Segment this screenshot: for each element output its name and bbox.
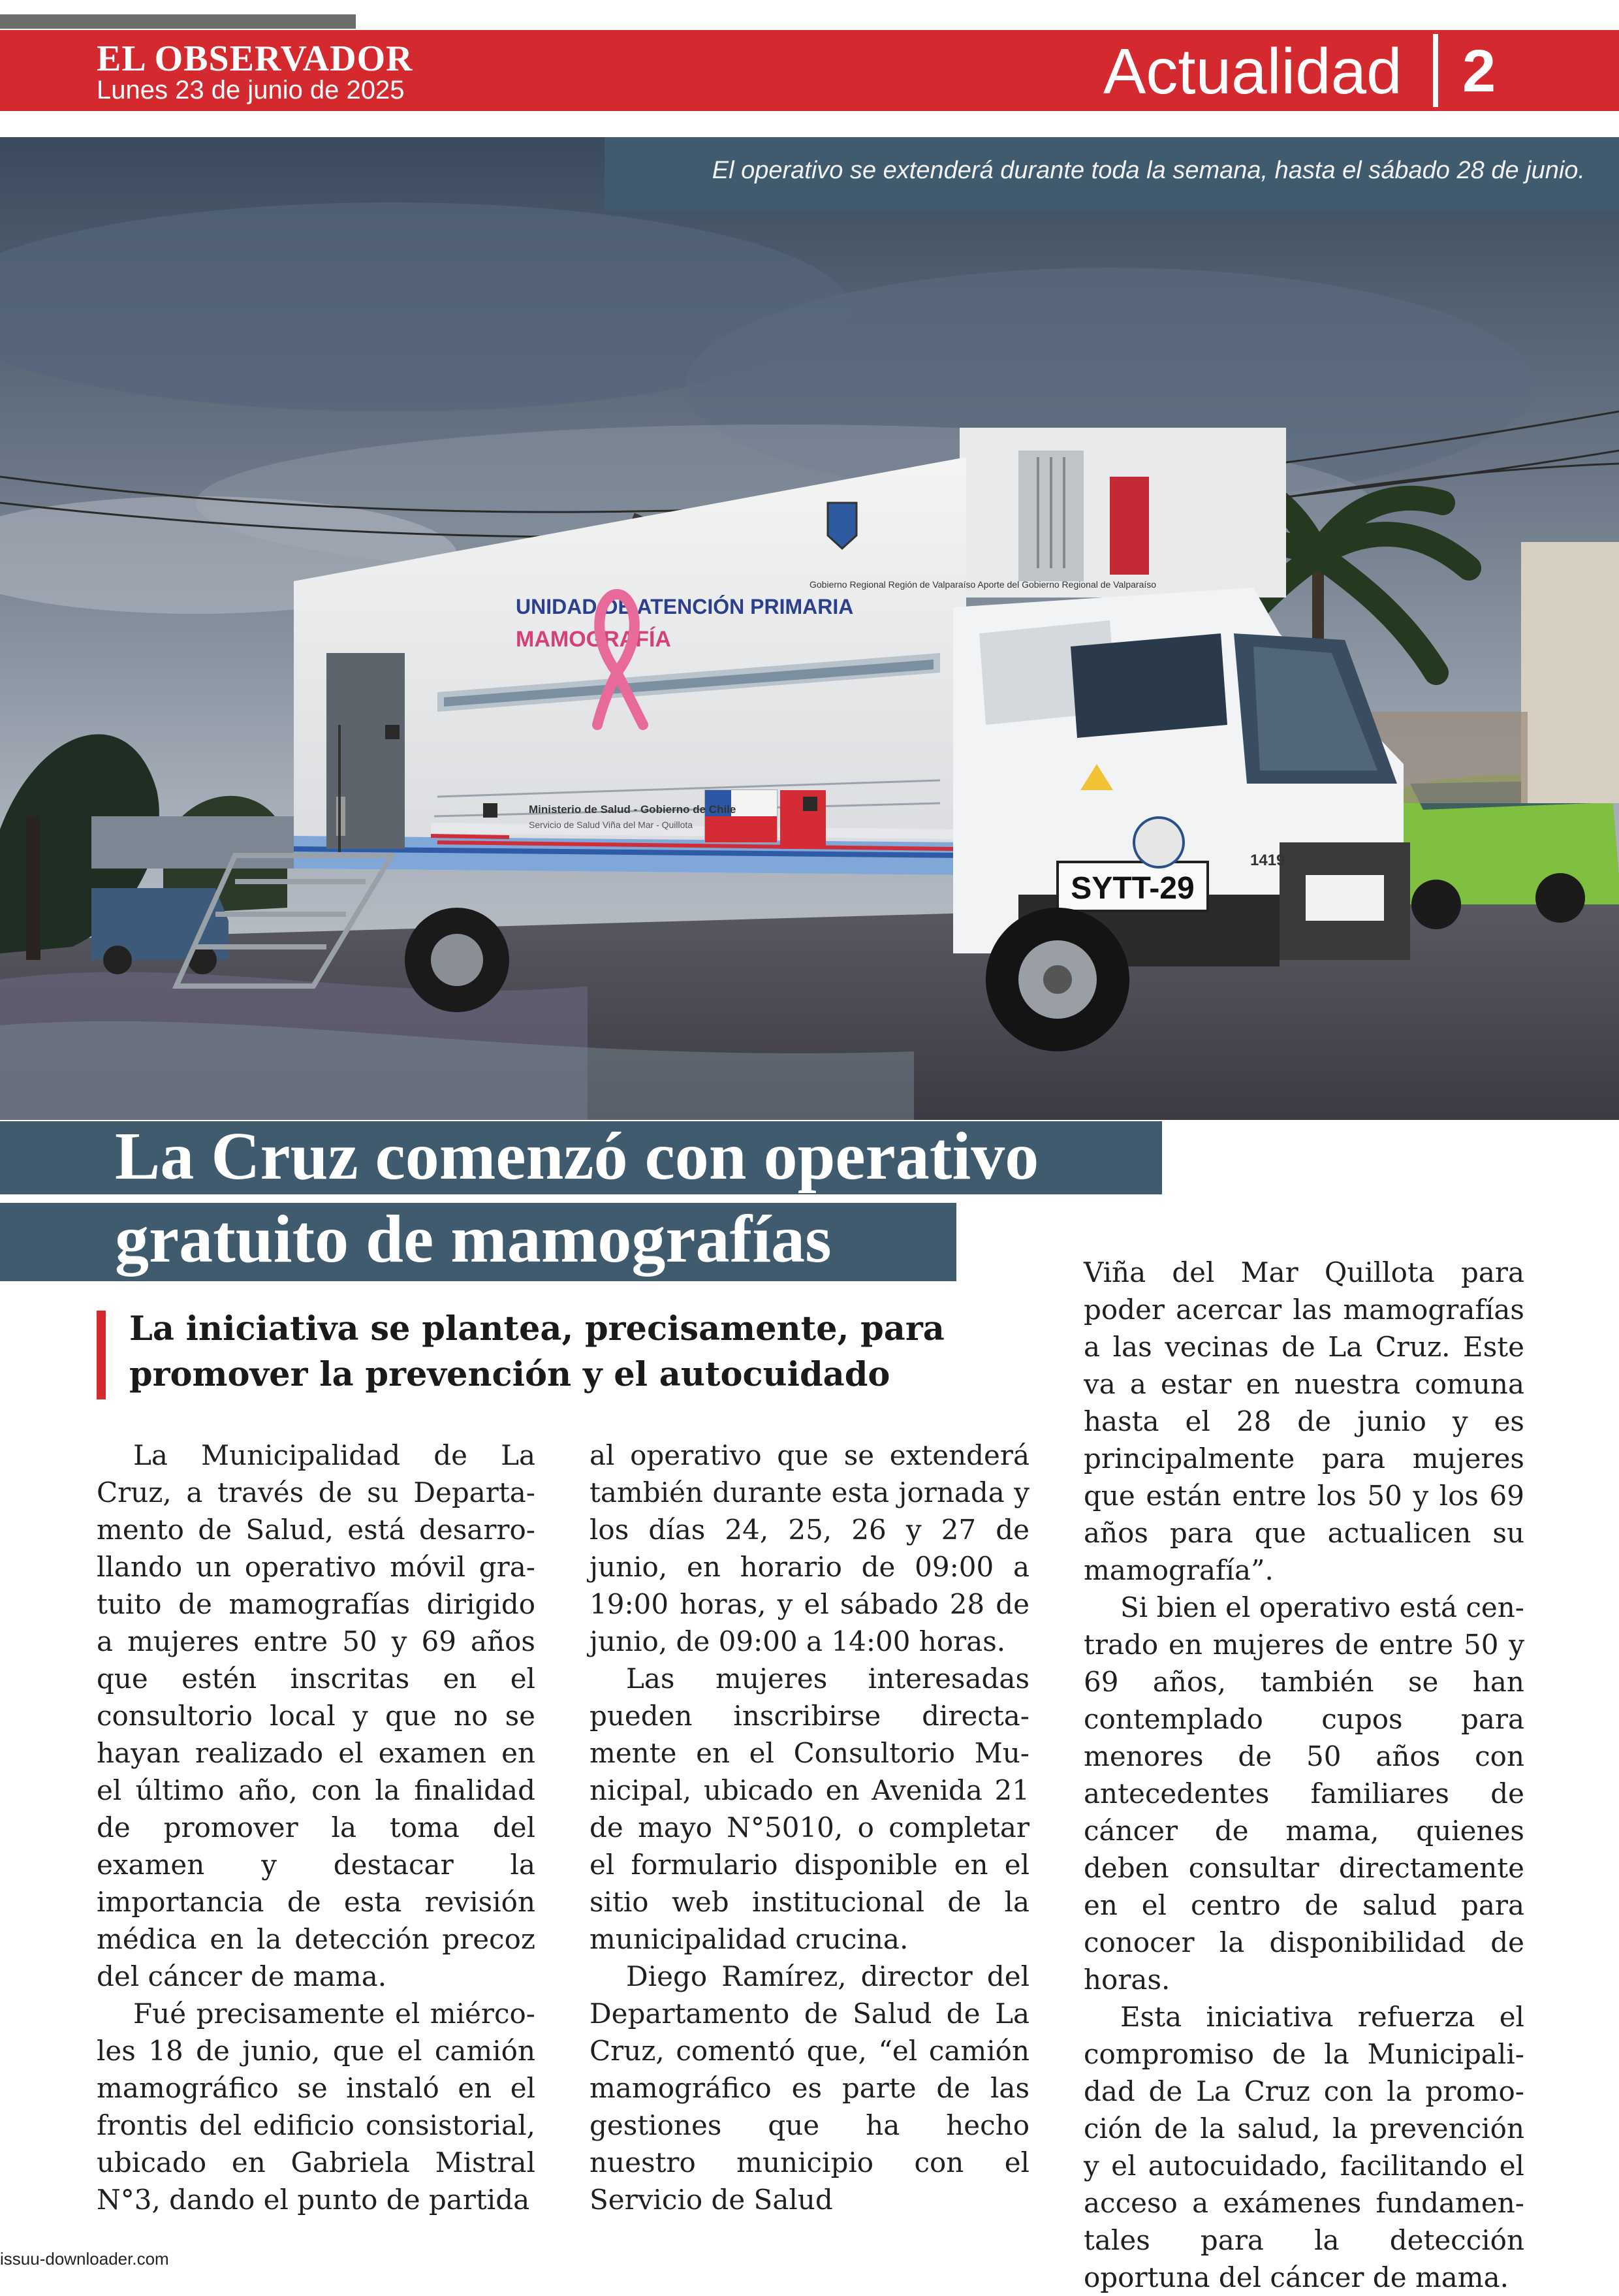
headline-band-1 bbox=[0, 1121, 1162, 1194]
paragraph: Viña del Mar Quillota para poder acercar las mamografías a las vecinas de La Cruz. Este va a estar en nuestra comuna hasta el 28 de junio y es principalmente para mujeres que están entre los 50 y los 69 años para que actualicen su mamografía”. bbox=[1084, 1256, 1524, 1586]
headline-line-2: gratuito de mamografías bbox=[115, 1202, 832, 1277]
headline-line-1: La Cruz comenzó con operativo bbox=[115, 1119, 1039, 1194]
page-number: 2 bbox=[1462, 38, 1496, 104]
paragraph: Diego Ramírez, director del Departamento de Salud de La Cruz, comentó que, “el camión mamográfico es parte de las gestiones que ha hecho nuestro municipio con el Servicio de Salud bbox=[589, 1960, 1030, 2216]
article-column-1 bbox=[97, 1437, 535, 2218]
newspaper-name: EL OBSERVADOR bbox=[97, 39, 413, 79]
photo-caption: El operativo se extenderá durante toda la semana, hasta el sábado 28 de junio. bbox=[712, 157, 1585, 184]
deck-accent-bar bbox=[97, 1311, 106, 1399]
section-title: Actualidad bbox=[1103, 35, 1402, 107]
source-footer[interactable]: issuu-downloader.com bbox=[0, 2249, 169, 2269]
top-accent-bar bbox=[0, 14, 356, 29]
article-photo bbox=[0, 137, 1619, 1120]
deck-line-2: promover la prevención y el autocuidado bbox=[129, 1355, 890, 1394]
page-header bbox=[0, 30, 1619, 111]
article-column-3 bbox=[1084, 1254, 1524, 2296]
paragraph: Si bien el operativo está centrado en mujeres de entre 50 y 69 años, también se han contemplado cupos para menores de 50 años con antecedentes familiares de cáncer de mama, quienes deben consultar directamente en el centro de salud para conocer la disponibilidad de horas. bbox=[1084, 1591, 1524, 1996]
headline-band-2 bbox=[0, 1203, 956, 1281]
truck-unit-type: MAMOGRAFÍA bbox=[516, 627, 671, 652]
truck-ministry: Ministerio de Salud - Gobierno de Chile bbox=[529, 803, 736, 816]
license-plate: SYTT-29 bbox=[1071, 871, 1195, 906]
paragraph: al operativo que se extenderá también durante esta jornada y los días 24, 25, 26 y 27 de junio, en horario de 09:00 a 19:00 horas, y el sábado 28 de junio, de 09:00 a 14:00 horas. bbox=[589, 1439, 1030, 1657]
truck-unit-name: UNIDAD DE ATENCIÓN PRIMARIA bbox=[516, 595, 854, 618]
paragraph: Las mujeres interesadas pueden inscribirse directamente en el Consultorio Municipal, ubicado en Avenida 21 de mayo N°5010, o completar el formulario disponible en el sitio web institucional de la municipalidad crucina. bbox=[589, 1663, 1030, 1955]
truck-regional-text: Gobierno Regional Región de Valparaíso Aporte del Gobierno Regional de Valparaíso bbox=[810, 579, 1157, 590]
truck-service: Servicio de Salud Viña del Mar - Quillota bbox=[529, 820, 693, 830]
paragraph: La Municipalidad de La Cruz, a través de su Departamento de Salud, está desarrollando un operativo móvil gratuito de mamografías dirigido a mujeres entre 50 y 69 años que estén inscritas en el consultorio local y que no se hayan realizado el examen en el último año, con la finalidad de promover la toma del examen y destacar la importancia de esta revisión médica en la detección precoz del cáncer de mama. bbox=[97, 1439, 535, 1992]
deck-line-1: La iniciativa se plantea, precisamente, para bbox=[129, 1309, 945, 1348]
article-deck bbox=[129, 1306, 965, 1397]
photo-caption-box bbox=[605, 137, 1619, 210]
paragraph: Esta iniciativa refuerza el compromiso de la Municipalidad de La Cruz con la promoción de la salud, la prevención y el autocuidado, facilitando el acceso a exámenes fundamentales para la detección oportuna del cáncer de mama. bbox=[1084, 2001, 1524, 2293]
issue-date: Lunes 23 de junio de 2025 bbox=[97, 76, 405, 104]
paragraph: Fué precisamente el miércoles 18 de junio, que el camión mamográfico se instaló en el frontis del edificio consistorial, ubicado en Gabriela Mistral N°3, dando el punto de partida bbox=[97, 1998, 535, 2216]
truck-model: 1419 bbox=[1250, 852, 1285, 869]
header-divider bbox=[1433, 34, 1438, 107]
article-column-2 bbox=[589, 1437, 1030, 2218]
